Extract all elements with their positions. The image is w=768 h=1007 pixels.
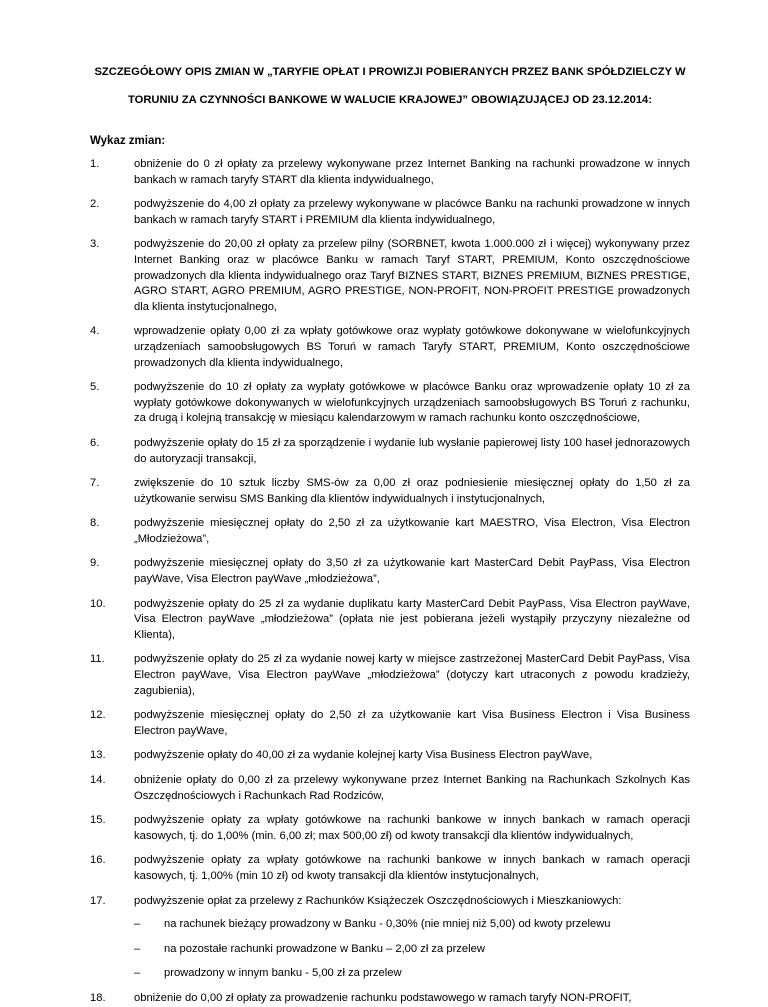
change-item-3: 3. podwyższenie do 20,00 zł opłaty za przelew pilny (SORBNET, kwota 1.000.000 zł i więcej) wykonywany przez Internet Banking oraz w placówce Banku w ramach Taryf START, PREMIUM, Konto oszczędnościowe prowadzonych dla klienta indywidualnego oraz Taryf BIZNES START, BIZNES PREMIUM, BIZNES PRESTIGE, AGRO START, AGRO PREMIUM, AGRO PRESTIGE, NON-PROFIT, NON-PROFIT PRESTIGE prowadzonych dla klienta instytucjonalnego, (90, 238, 690, 313)
changes-subheading: Wykaz zmian: (90, 135, 166, 147)
change-item-6: 6. podwyższenie opłaty do 15 zł za sporządzenie i wydanie lub wysłanie papierowej listy 100 haseł jednorazowych do autoryzacji transakcji, (90, 436, 690, 465)
change-17-sublist (134, 917, 690, 982)
change-item-17: 17. podwyższenie opłat za przelewy z Rachunków Książeczek Oszczędnościowych i Mieszkaniowych: – na rachunek bieżący prowadzony w Banku - 0,30% (nie mniej niż 5,00) od kwoty przelewu – na pozostałe rachunki prowadzone w Banku – 2,00 zł za przelew – prowadzony w innym banku - 5,00 zł za przelew (90, 894, 690, 982)
change-item-18: 18. obniżenie do 0,00 zł opłaty za prowadzenie rachunku podstawowego w ramach taryfy NON-PROFIT, (90, 991, 632, 1004)
change-item-7: 7. zwiększenie do 10 sztuk liczby SMS-ów za 0,00 zł oraz podniesienie miesięcznej opłaty do 1,50 zł za użytkowanie serwisu SMS Banking dla klientów indywidualnych i instytucjonalnych, (90, 477, 690, 505)
title-line-2: TORUNIU ZA CZYNNOŚCI BANKOWE W WALUCIE KRAJOWEJ” OBOWIĄZUJĄCEJ OD 23.12.2014: (127, 94, 652, 106)
changes-list (90, 157, 690, 1007)
sub-item-3: – prowadzony w innym banku - 5,00 zł za przelew (134, 967, 402, 980)
change-item-14: 14. obniżenie opłaty do 0,00 zł za przelewy wykonywane przez Internet Banking na Rachunkach Szkolnych Kas Oszczędnościowych i Rachunkach Rad Rodziców, (90, 774, 690, 802)
change-item-13: 13. podwyższenie opłaty do 40,00 zł za wydanie kolejnej karty Visa Business Electron payWave, (90, 749, 593, 762)
sub-item-2: – na pozostałe rachunki prowadzone w Banku – 2,00 zł za przelew (134, 942, 485, 955)
change-item-4: 4. wprowadzenie opłaty 0,00 zł za wpłaty gotówkowe oraz wypłaty gotówkowe dokonywane w wielofunkcyjnych urządzeniach samoobsługowych BS Toruń w ramach Taryfy START, PREMIUM, Konto oszczędnościowe prowadzonych dla klienta indywidualnego, (90, 325, 690, 369)
document-title (90, 64, 690, 109)
change-item-1: 1. obniżenie do 0 zł opłaty za przelewy wykonywane przez Internet Banking na rachunki prowadzone w innych bankach w ramach taryfy START dla klienta indywidualnego, (90, 158, 690, 186)
change-item-2: 2. podwyższenie do 4,00 zł opłaty za przelewy wykonywane w placówce Banku na rachunki prowadzone w innych bankach w ramach taryfy START i PREMIUM dla klienta indywidualnego, (90, 198, 690, 226)
change-item-12: 12. podwyższenie miesięcznej opłaty do 2,50 zł za użytkowanie kart Visa Business Electron i Visa Business Electron payWave, (90, 709, 690, 737)
change-item-11: 11. podwyższenie opłaty do 25 zł za wydanie nowej karty w miejsce zastrzeżonej MasterCard Debit PayPass, Visa Electron payWave, Visa Electron payWave „młodzieżowa” (dotyczy kart utraconych z powodu kradzieży, zagubienia), (90, 653, 690, 697)
title-line-1: SZCZEGÓŁOWY OPIS ZMIAN W „TARYFIE OPŁAT I PROWIZJI POBIERANYCH PRZEZ BANK SPÓŁDZIELCZY W (94, 66, 686, 78)
change-item-10: 10. podwyższenie opłaty do 25 zł za wydanie duplikatu karty MasterCard Debit PayPass, Visa Electron payWave, Visa Electron payWave „młodzieżowa” (opłata nie jest pobierana jeżeli wystąpiły przyczyny niezależne od Klienta), (90, 597, 690, 641)
change-item-9: 9. podwyższenie miesięcznej opłaty do 3,50 zł za użytkowanie kart MasterCard Debit PayPass, Visa Electron payWave, Visa Electron payWave „młodzieżowa”, (90, 557, 690, 586)
change-item-5: 5. podwyższenie do 10 zł opłaty za wypłaty gotówkowe w placówce Banku oraz wprowadzenie opłaty 10 zł za wypłaty gotówkowe dokonywanych w wielofunkcyjnych urządzeniach samoobsługowych BS Toruń z rachunku, za drugą i kolejną transakcję w miesiącu kalendarzowym w ramach rachunku konto oszczędnościowe, (90, 381, 690, 425)
sub-item-1: – na rachunek bieżący prowadzony w Banku - 0,30% (nie mniej niż 5,00) od kwoty przelewu (134, 918, 611, 931)
change-item-8: 8. podwyższenie miesięcznej opłaty do 2,50 zł za użytkowanie kart MAESTRO, Visa Electron, Visa Electron „Młodzieżowa”, (90, 517, 690, 545)
change-item-16: 16. podwyższenie opłaty za wpłaty gotówkowe na rachunki bankowe w innych bankach w ramach operacji kasowych, tj. 1,00% (min 10 zł) od kwoty transakcji dla klientów instytucjonalnych, (90, 854, 690, 882)
change-item-15: 15. podwyższenie opłaty za wpłaty gotówkowe na rachunki bankowe w innych bankach w ramach operacji kasowych, tj. do 1,00% (min. 6,00 zł; max 500,00 zł) od kwoty transakcji dla klientów indywidualnych, (90, 814, 690, 842)
